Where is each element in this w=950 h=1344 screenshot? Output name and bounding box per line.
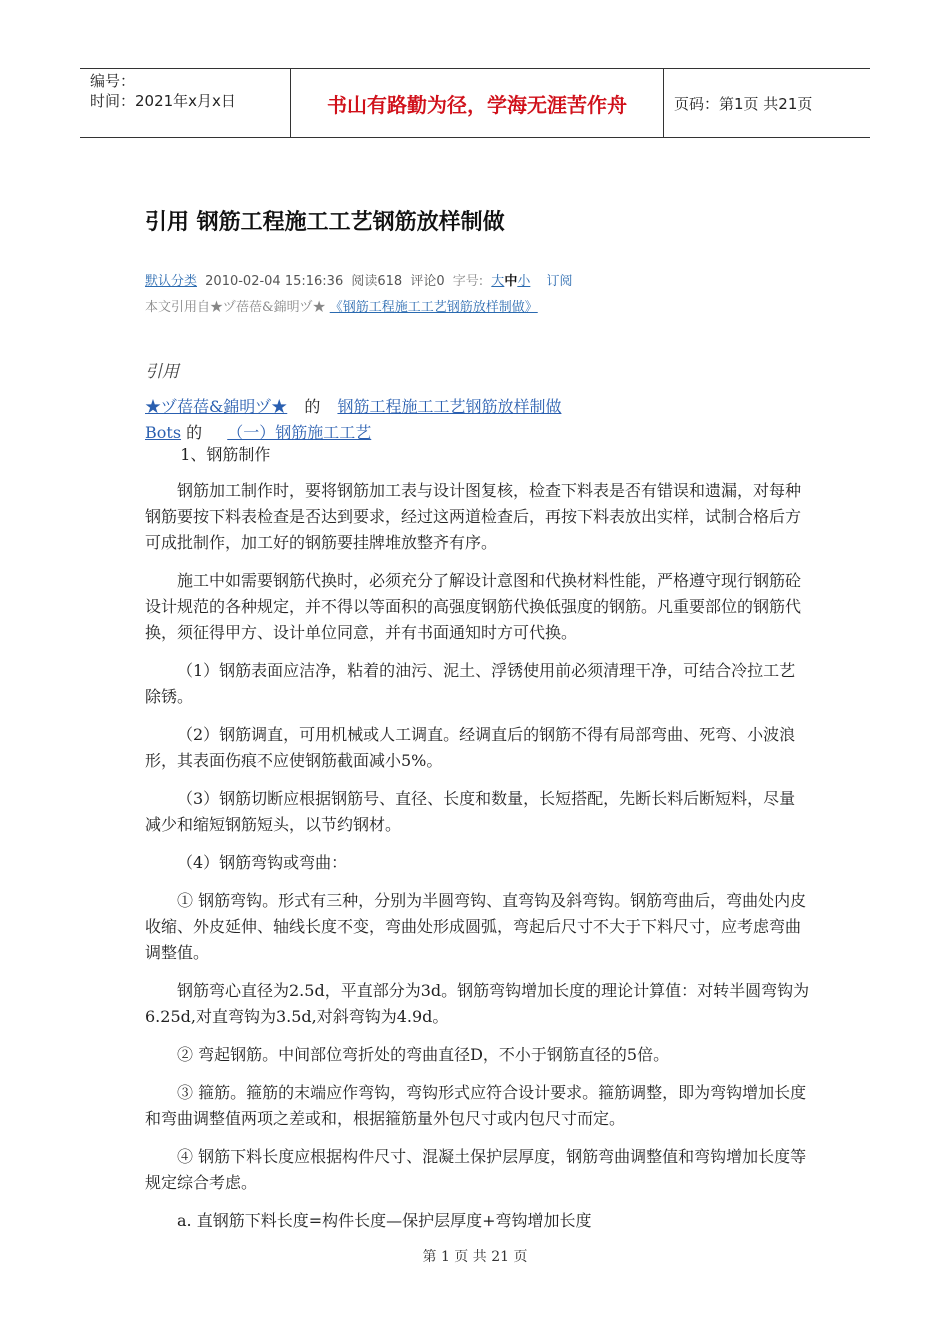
section-heading: 1、钢筋制作 (180, 445, 271, 464)
author-link-2[interactable]: Bots (145, 423, 182, 442)
category-link[interactable]: 默认分类 (145, 274, 198, 289)
paragraph: （1）钢筋表面应洁净，粘着的油污、泥土、浮锈使用前必须清理干净，可结合冷拉工艺除锈。 (145, 661, 796, 706)
quote-label: 引用 (145, 362, 179, 382)
source-link[interactable]: 《钢筋工程施工工艺钢筋放样制做》 (329, 300, 538, 315)
quote-ref-1 (145, 394, 561, 417)
time-label: 时间：2021年x月x日 (90, 92, 236, 110)
of-text-1: 的 (304, 397, 321, 416)
font-size-small[interactable]: 小 (517, 274, 531, 289)
paragraph: ④ 钢筋下料长度应根据构件尺寸、混凝土保护层厚度，钢筋弯曲调整值和弯钩增加长度等规定综合考虑。 (145, 1147, 807, 1192)
datetime: 2010-02-04 15:16:36 (205, 274, 344, 289)
font-size-medium[interactable]: 中 (504, 274, 518, 289)
of-text-2: 的 (186, 423, 203, 442)
paragraph: ③ 箍筋。箍筋的末端应作弯钩，弯钩形式应符合设计要求。箍筋调整，即为弯钩增加长度和弯曲调整值两项之差或和，根据箍筋量外包尺寸或内包尺寸而定。 (145, 1083, 807, 1128)
paragraph: （4）钢筋弯钩或弯曲： (177, 853, 348, 872)
font-size-label: 字号: (452, 274, 484, 289)
paragraph: （3）钢筋切断应根据钢筋号、直径、长度和数量，长短搭配，先断长料后断短料，尽量减少和缩短钢筋短头，以节约钢材。 (145, 789, 796, 834)
page-label: 页码：第1页 共21页 (674, 94, 813, 113)
paragraph: ① 钢筋弯钩。形式有三种，分别为半圆弯钩、直弯钩及斜弯钩。钢筋弯曲后，弯曲处内皮收缩、外皮延伸、轴线长度不变，弯曲处形成圆弧，弯起后尺寸不大于下料尺寸，应考虑弯曲调整值。 (145, 891, 807, 962)
source-prefix: 本文引用自★ヅ蓓蓓&錦明ヅ★ (145, 300, 326, 315)
paragraph: ② 弯起钢筋。中间部位弯折处的弯曲直径D，不小于钢筋直径的5倍。 (177, 1045, 670, 1064)
article-link-2[interactable]: （一）钢筋施工工艺 (227, 423, 372, 442)
font-size-large[interactable]: 大 (491, 274, 505, 289)
author-link-1[interactable]: ★ヅ蓓蓓&錦明ヅ★ (145, 397, 288, 416)
comment-count: 评论0 (410, 274, 445, 289)
paragraph: 钢筋弯心直径为2.5d，平直部分为3d。钢筋弯钩增加长度的理论计算值：对转半圆弯钩为6.25d,对直弯钩为3.5d,对斜弯钩为4.9d。 (145, 981, 810, 1026)
article-title: 引用 钢筋工程施工工艺钢筋放样制做 (145, 210, 505, 235)
article-body (145, 442, 810, 1246)
subscribe-link[interactable]: 订阅 (546, 274, 573, 289)
motto: 书山有路勤为径，学海无涯苦作舟 (290, 69, 664, 137)
article-link-1[interactable]: 钢筋工程施工工艺钢筋放样制做 (337, 397, 562, 416)
paragraph: 施工中如需要钢筋代换时，必须充分了解设计意图和代换材料性能，严格遵守现行钢筋砼设计规范的各种规定，并不得以等面积的高强度钢筋代换低强度的钢筋。凡重要部位的钢筋代换，须征得甲方、设计单位同意，并有书面通知时方可代换。 (145, 571, 802, 642)
article-meta (145, 270, 577, 289)
number-label: 编号： (90, 72, 136, 90)
read-count: 阅读618 (351, 274, 403, 289)
paragraph: a. 直钢筋下料长度=构件长度—保护层厚度+弯钩增加长度 (177, 1211, 592, 1230)
paragraph: 钢筋加工制作时，要将钢筋加工表与设计图复核，检查下料表是否有错误和遗漏，对每种钢筋要按下料表检查是否达到要求，经过这两道检查后，再按下料表放出实样，试制合格后方可成批制作，加工好的钢筋要挂牌堆放整齐有序。 (145, 481, 802, 552)
page-footer: 第 1 页 共 21 页 (422, 1249, 528, 1265)
header-table (80, 68, 870, 138)
source-line (145, 296, 538, 315)
quote-ref-2 (145, 420, 371, 443)
header-info-cell (80, 69, 290, 137)
paragraph: （2）钢筋调直，可用机械或人工调直。经调直后的钢筋不得有局部弯曲、死弯、小波浪形，其表面伤痕不应使钢筋截面减小5%。 (145, 725, 796, 770)
